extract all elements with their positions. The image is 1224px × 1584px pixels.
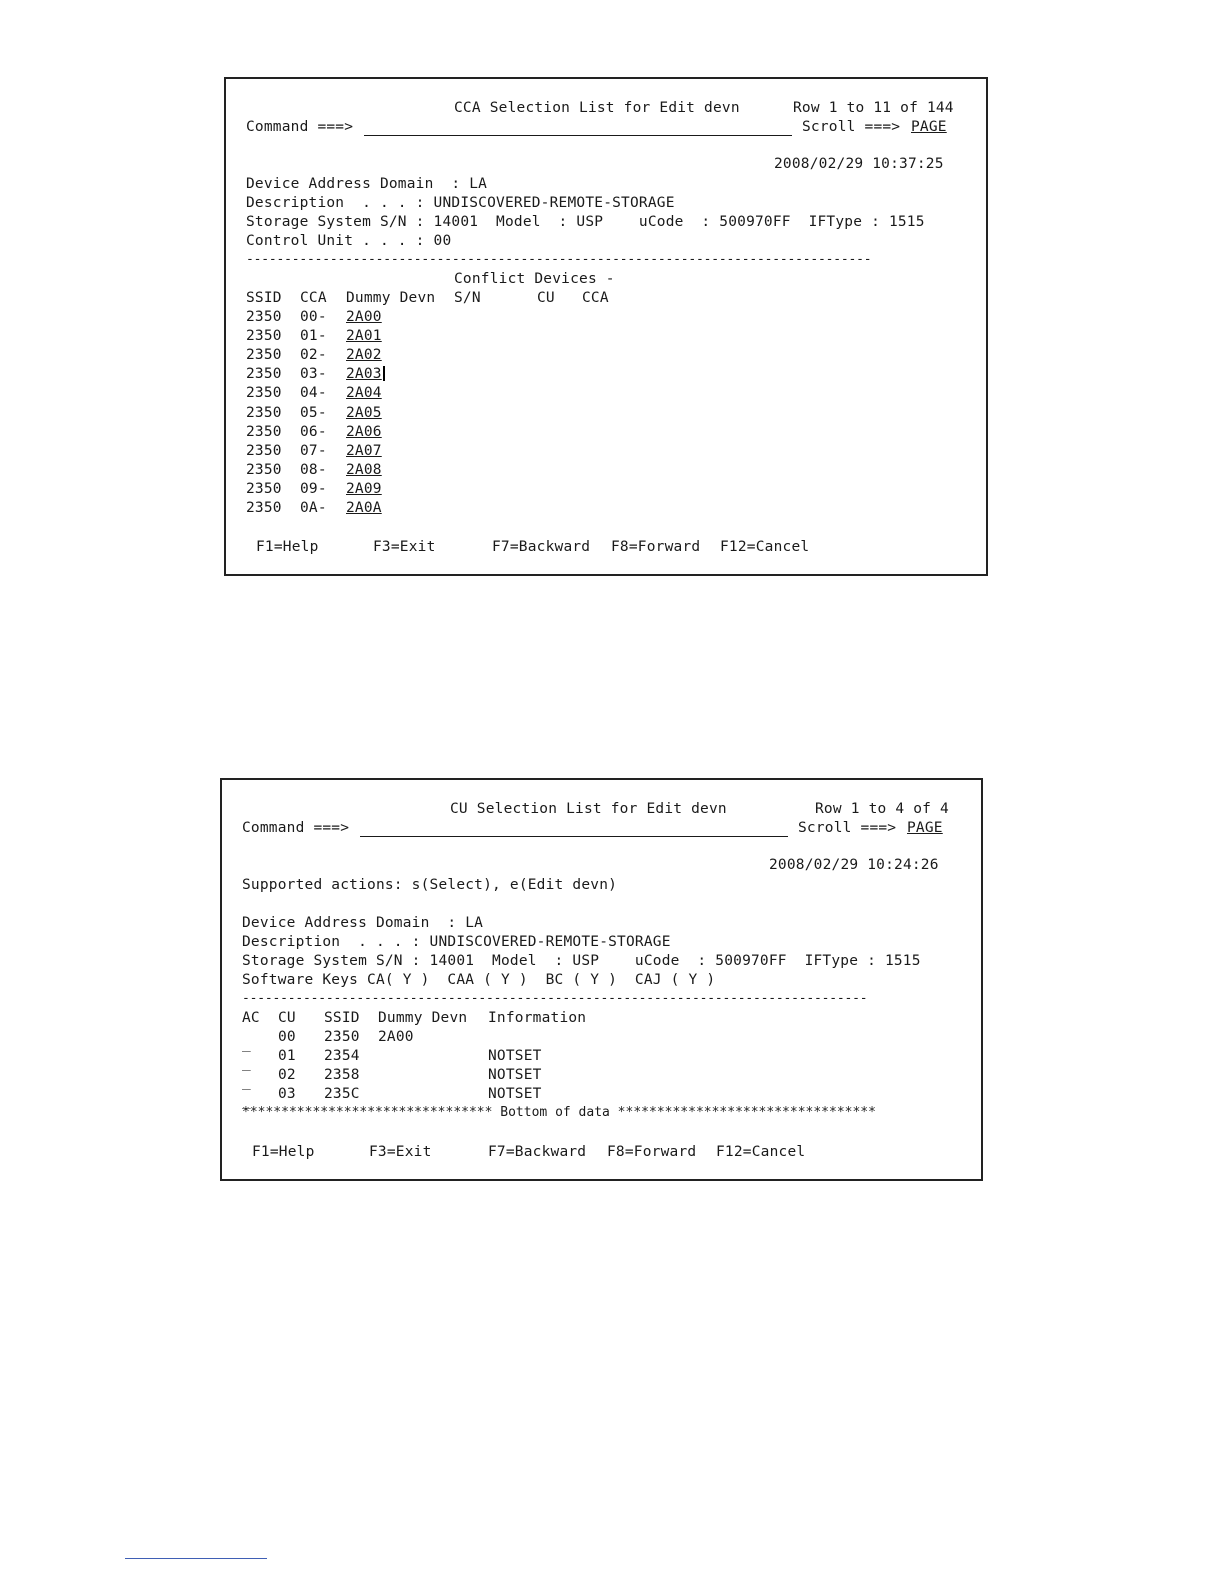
f3-exit-key[interactable]: F3=Exit [373,539,436,555]
supported-actions: Supported actions: s(Select), e(Edit devn) [242,877,618,893]
scroll-label: Scroll ===> [798,820,897,836]
cca-row-cca: 03- [300,366,327,383]
command-input[interactable] [360,836,788,837]
cca-row-devn-input[interactable]: 2A09 [346,480,382,497]
screen-title: CCA Selection List for Edit devn [454,100,740,116]
cca-row-ssid: 2350 [246,500,282,516]
scroll-field[interactable]: PAGE [907,820,943,836]
cca-row-cca: 05- [300,404,327,421]
conflict-devices-header: Conflict Devices - [454,271,615,287]
cca-row-devn-input[interactable]: 2A08 [346,461,382,478]
cca-row-ssid: 2350 [246,347,282,364]
timestamp: 2008/02/29 10:37:25 [774,156,944,172]
column-header-dummy-devn: Dummy Devn [346,290,436,306]
column-header-information: Information [488,1010,587,1026]
f7-backward-key[interactable]: F7=Backward [492,539,591,555]
control-unit-field: Control Unit . . . : 00 [246,233,452,249]
cu-row-information: NOTSET [488,1086,542,1102]
command-label: Command ===> [246,119,354,135]
f8-forward-key[interactable]: F8=Forward [611,539,701,555]
scroll-field[interactable]: PAGE [911,119,947,135]
cca-row-cca: 04- [300,385,327,402]
cca-row-devn-input[interactable]: 2A0A [346,500,382,516]
cca-row-cca: 06- [300,423,327,440]
software-keys: Software Keys CA( Y ) CAA ( Y ) BC ( Y ) CAJ ( Y ) [242,972,716,988]
cca-row-devn-input[interactable]: 2A06 [346,423,382,440]
cca-row-cca: 00- [300,309,327,325]
cca-row-cca: 09- [300,480,327,497]
cca-row-cca: 08- [300,461,327,478]
cu-row-action-input[interactable]: _ [242,1093,251,1109]
cca-row-devn-input[interactable]: 2A03 [346,366,382,383]
cu-row-ssid: 235C [324,1086,360,1102]
f8-forward-key[interactable]: F8=Forward [607,1144,697,1160]
screen-title: CU Selection List for Edit devn [450,801,727,817]
cu-row-ssid: 2358 [324,1067,360,1083]
cu-row-cu: 00 [278,1029,296,1045]
cu-row-action-input[interactable]: _ [242,1055,251,1071]
column-header-ssid: SSID [324,1010,360,1026]
cca-row-devn-input[interactable]: 2A00 [346,309,382,325]
f12-cancel-key[interactable]: F12=Cancel [720,539,810,555]
cca-row-ssid: 2350 [246,328,282,345]
cca-row-ssid: 2350 [246,385,282,402]
row-info: Row 1 to 4 of 4 [815,801,949,817]
f3-exit-key[interactable]: F3=Exit [369,1144,432,1160]
cca-row-ssid: 2350 [246,366,282,383]
storage-system-info: Storage System S/N : 14001 Model : USP uCode : 500970FF IFType : 1515 [242,953,921,969]
cca-row-devn-input[interactable]: 2A05 [346,404,382,421]
row-info: Row 1 to 11 of 144 [793,100,954,116]
cca-row-devn-input[interactable]: 2A04 [346,385,382,402]
cu-row-cu: 03 [278,1086,296,1102]
column-header-ac: AC [242,1010,260,1026]
description-field: Description . . . : UNDISCOVERED-REMOTE-STORAGE [246,195,675,211]
cca-row-devn-input[interactable]: 2A07 [346,442,382,459]
cca-row-ssid: 2350 [246,442,282,459]
column-header-dummy-devn: Dummy Devn [378,1010,468,1026]
cu-row-ssid: 2350 [324,1029,360,1045]
device-address-domain: Device Address Domain : LA [246,176,488,192]
cca-row-ssid: 2350 [246,309,282,325]
cca-selection-screen [224,77,988,576]
f1-help-key[interactable]: F1=Help [256,539,319,555]
cu-selection-screen [220,778,983,1181]
cca-row-devn-input[interactable]: 2A02 [346,347,382,364]
cu-row-information: NOTSET [488,1067,542,1083]
cu-row-action-input[interactable]: _ [242,1036,251,1052]
command-label: Command ===> [242,820,350,836]
column-header-ssid: SSID [246,290,282,306]
cca-row-cca: 01- [300,328,327,345]
text-cursor [382,366,385,384]
cu-row-cu: 02 [278,1067,296,1083]
column-header-cca: CCA [300,290,327,306]
column-header-sn: S/N [454,290,481,306]
footnote-rule [125,1558,267,1559]
timestamp: 2008/02/29 10:24:26 [769,857,939,873]
cu-row-devn: 2A00 [378,1029,414,1045]
cu-row-cu: 01 [278,1048,296,1064]
cca-row-cca: 02- [300,347,327,364]
cca-row-ssid: 2350 [246,461,282,478]
cu-row-action-input[interactable]: _ [242,1074,251,1090]
cca-row-cca: 0A- [300,500,327,516]
f12-cancel-key[interactable]: F12=Cancel [716,1144,806,1160]
separator-line: ---------------------------------------------------------------------------------- [242,991,868,1006]
cca-row-cca: 07- [300,442,327,459]
cu-row-information: NOTSET [488,1048,542,1064]
command-input[interactable] [364,135,792,136]
f7-backward-key[interactable]: F7=Backward [488,1144,587,1160]
cca-row-devn-input[interactable]: 2A01 [346,328,382,345]
bottom-of-data: ******************************** Bottom of data ********************************* [242,1105,876,1120]
cca-row-ssid: 2350 [246,480,282,497]
scroll-label: Scroll ===> [802,119,901,135]
storage-system-info: Storage System S/N : 14001 Model : USP uCode : 500970FF IFType : 1515 [246,214,925,230]
description-field: Description . . . : UNDISCOVERED-REMOTE-STORAGE [242,934,671,950]
cu-row-ssid: 2354 [324,1048,360,1064]
column-header-cu: CU [278,1010,296,1026]
separator-line: ---------------------------------------------------------------------------------- [246,252,872,267]
cca-row-ssid: 2350 [246,404,282,421]
column-header-conflict-cca: CCA [582,290,609,306]
column-header-cu: CU [537,290,555,306]
device-address-domain: Device Address Domain : LA [242,915,484,931]
cca-row-ssid: 2350 [246,423,282,440]
f1-help-key[interactable]: F1=Help [252,1144,315,1160]
